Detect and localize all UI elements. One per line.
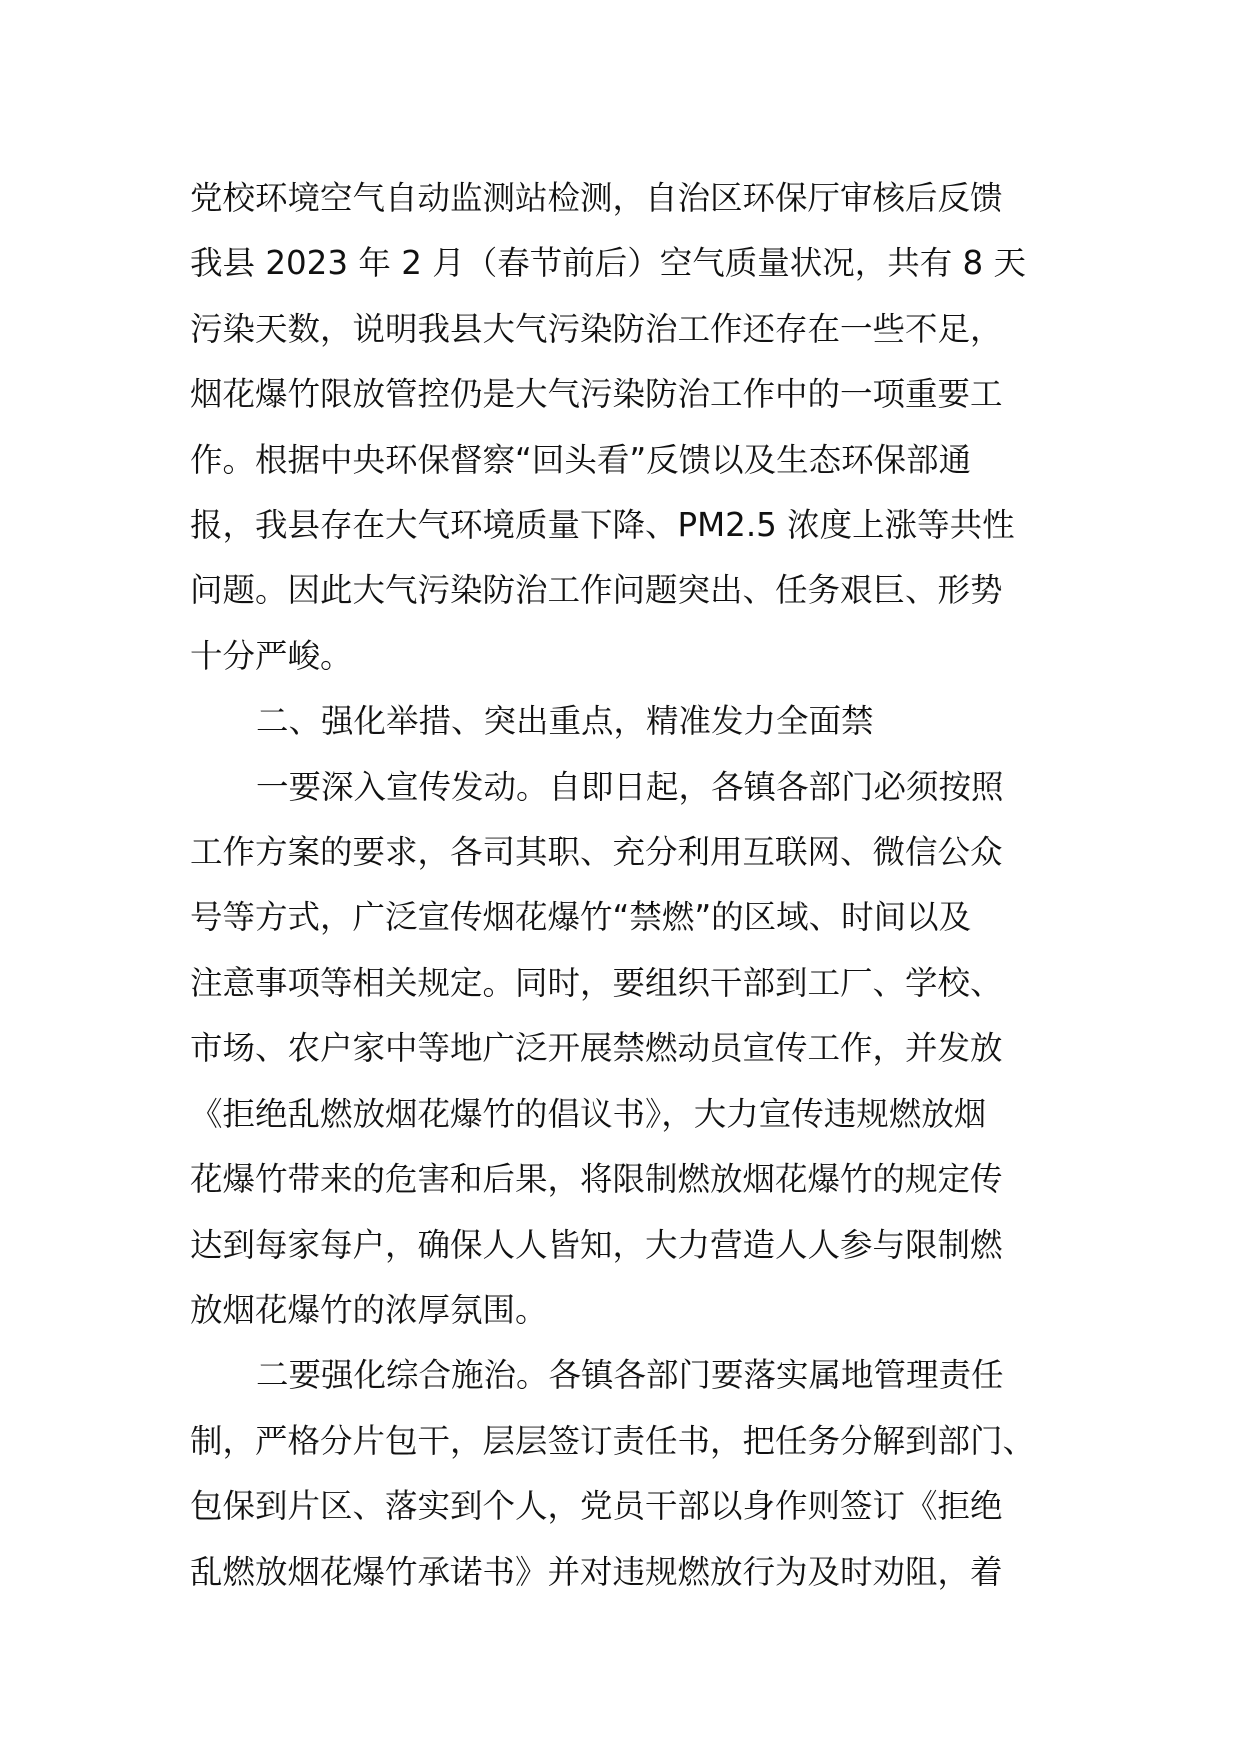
- text-line: 市场、农户家中等地广泛开展禁燃动员宣传工作，并发放: [190, 1029, 1003, 1068]
- text-line: 作。根据中央环保督察“回头看”反馈以及生态环保部通: [190, 440, 972, 479]
- text-line: 党校环境空气自动监测站检测，自治区环保厅审核后反馈: [190, 179, 1003, 217]
- text-line: 《拒绝乱燃放烟花爆竹的倡议书》，大力宣传违规燃放烟: [190, 1094, 987, 1133]
- text-line: 工作方案的要求，各司其职、充分利用互联网、微信公众: [190, 833, 1003, 872]
- document-body: [190, 166, 1060, 1605]
- text-line: 乱燃放烟花爆竹承诺书》并对违规燃放行为及时劝阻，着: [190, 1552, 1003, 1591]
- text-line: 注意事项等相关规定。同时，要组织干部到工厂、学校、: [190, 963, 1003, 1002]
- text-line: 烟花爆竹限放管控仍是大气污染防治工作中的一项重要工: [190, 375, 1003, 414]
- text-line: 制，严格分片包干，层层签订责任书，把任务分解到部门、: [190, 1421, 1036, 1460]
- text-line: 一要深入宣传发动。自即日起，各镇各部门必须按照: [256, 767, 1004, 806]
- text-line: 报，我县存在大气环境质量下降、PM2.5 浓度上涨等共性: [190, 506, 1015, 545]
- text-line: 十分严峻。: [190, 636, 353, 675]
- text-line: 放烟花爆竹的浓厚氛围。: [190, 1290, 548, 1329]
- text-line: 污染天数，说明我县大气污染防治工作还存在一些不足，: [190, 309, 1003, 348]
- text-line: 二要强化综合施治。各镇各部门要落实属地管理责任: [256, 1356, 1004, 1395]
- text-line: 号等方式，广泛宣传烟花爆竹“禁燃”的区域、时间以及: [190, 898, 972, 937]
- text-line: 包保到片区、落实到个人，党员干部以身作则签订《拒绝: [190, 1487, 1003, 1526]
- text-line: 达到每家每户，确保人人皆知，大力营造人人参与限制燃: [190, 1225, 1003, 1264]
- section-heading: 二、强化举措、突出重点，精准发力全面禁: [256, 702, 874, 741]
- text-line: 我县 2023 年 2 月（春节前后）空气质量状况，共有 8 天: [190, 244, 1027, 283]
- text-line: 问题。因此大气污染防治工作问题突出、任务艰巨、形势: [190, 571, 1003, 610]
- text-line: 花爆竹带来的危害和后果，将限制燃放烟花爆竹的规定传: [190, 1160, 1003, 1199]
